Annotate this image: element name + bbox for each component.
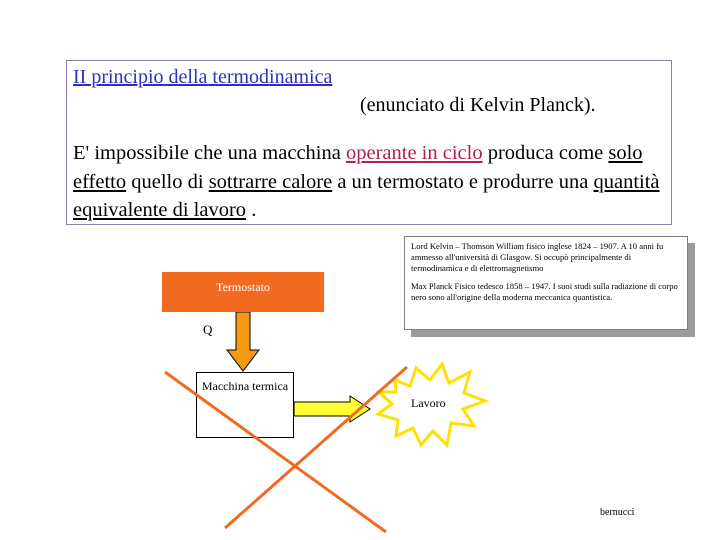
planck-note: Max Planck Fisico tedesco 1858 – 1947. I suoi studi sulla radiazione di corpo nero sono all'origine della moderna meccanica quantistica. [411,281,678,302]
work-label: Lavoro [411,396,446,410]
statement-text-operante-in-ciclo: operante in ciclo [345,142,483,164]
statement-text-sottrarre-calore: sottrarre calore [208,170,333,193]
statement-subtitle: (enunciato di Kelvin Planck). [360,94,596,116]
statement-title: II principio della termodinamica [73,66,333,88]
statement-text-solo-effetto: solo effetto [73,142,643,193]
heat-engine-box: Macchina termica [196,372,294,438]
statement-text-2: produca come [482,142,609,164]
statement-text-4: quello di [126,170,209,193]
kelvin-note: Lord Kelvin – Thomson William fisico inglese 1824 – 1907. A 10 anni fu ammesso all'università di Glasgow. Si occupò principalmente di termodinamica e di elettromagnetismo [411,241,664,273]
statement-text-6: a un termostato e produrre una [332,170,594,193]
thermostat-block: Termostato [162,272,324,312]
cross-line-2 [225,367,407,528]
heat-label: Q [203,322,213,337]
statement-text-0: E' impossibile che una macchina [73,142,346,164]
statement-text-8: . [246,199,257,221]
statement-text-quantita-lavoro: quantità equivalente di lavoro [73,170,660,221]
cross-line-1 [165,372,386,532]
author-label: bernucci [600,507,635,518]
